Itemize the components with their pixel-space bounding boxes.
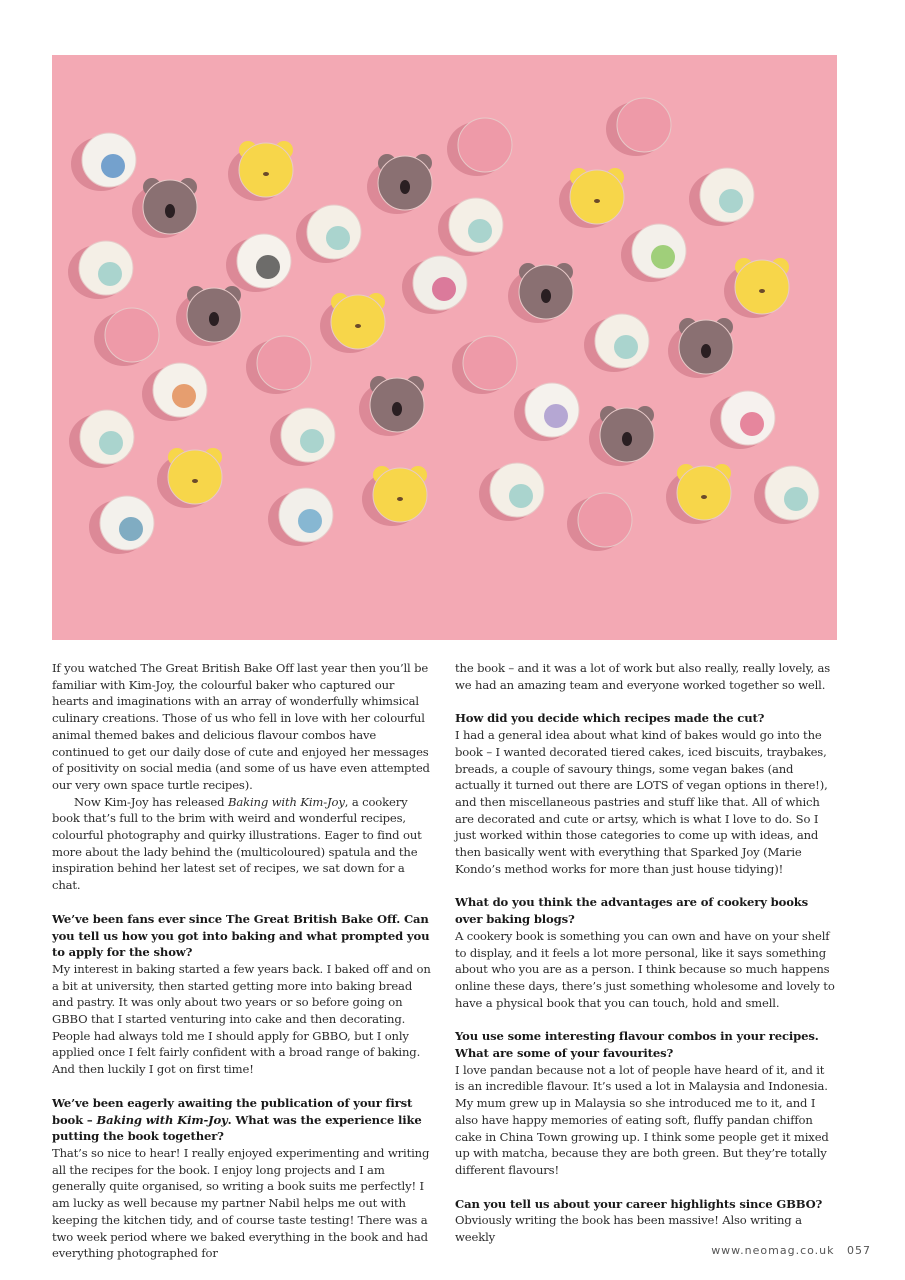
left-column bbox=[52, 660, 434, 1262]
question-2 bbox=[52, 1095, 434, 1145]
intro-paragraph-2 bbox=[52, 794, 434, 894]
question-2-book-title: Baking with Kim-Joy bbox=[96, 1112, 228, 1127]
answer-2: That’s so nice to hear! I really enjoyed experimenting and writing all the recipes for the book. I enjoy long projects and I am generally quite organised, so writing a book suits me perfectly! I am lucky as well because my partner Nabil helps me out with keeping the kitchen tidy, and of course taste testing! There was a two week period where we baked everything in the book and had everything photographed for bbox=[52, 1145, 430, 1261]
question-3: How did you decide which recipes made the cut? bbox=[455, 711, 765, 726]
question-6: Can you tell us about your career highlights since GBBO? bbox=[455, 1196, 823, 1211]
question-1: We’ve been fans ever since The Great British Bake Off. Can you tell us how you got into baking and what prompted you to apply for the show? bbox=[52, 911, 430, 960]
question-2-post: . What was the experience like putting the book together? bbox=[52, 1112, 422, 1144]
answer-6: Obviously writing the book has been massive! Also writing a weekly bbox=[455, 1213, 802, 1245]
answer-3: I had a general idea about what kind of bakes would go into the book – I wanted decorated tiered cakes, iced biscuits, traybakes, breads, a couple of savoury things, some vegan bakes (and actually it turned out there are LOTS of vegan options in there!), and then miscellaneous pastries and stuff like that. All of which are decorated and cute or artsy, which is what I love to do. So I just worked within those categories to come up with ideas, and then basically went with everything that Sparked Joy (Marie Kondo’s method works for more than just house tidying)! bbox=[455, 728, 828, 876]
answer-5: I love pandan because not a lot of people have heard of it, and it is an incredible flavour. It’s used a lot in Malaysia and Indonesia. My mum grew up in Malaysia so she introduced me to it, and I also have happy memories of eating soft, fluffy pandan chiffon cake in China Town growing up. I think some people get it mixed up with matcha, because they are both green. But they’re totally different flavours! bbox=[455, 1062, 829, 1177]
macaron-photo bbox=[52, 55, 837, 640]
page-footer bbox=[703, 1244, 871, 1257]
question-2-pre: We’ve been eagerly awaiting the publication of your first book – bbox=[52, 1095, 413, 1127]
intro-2-post: , a cookery book that’s full to the brim with weird and wonderful recipes, colourful photography and quirky illustrations. Eager to find out more about the lady behind the (multicoloured) spatula and the inspiration behind her latest set of recipes, we sat down for a chat. bbox=[52, 794, 422, 893]
question-5: You use some interesting flavour combos in your recipes. What are some of your favourites? bbox=[455, 1029, 819, 1061]
intro-paragraph-1: If you watched The Great British Bake Off last year then you’ll be familiar with Kim-Joy, the colourful baker who captured our hearts and imaginations with an array of wonderfully whimsical culinary creations. Those of us who fell in love with her colourful animal themed bakes and delicious flavour combos have continued to get our daily dose of cute and enjoyed her messages of positivity on social media (and some of us have even attempted our very own space turtle recipes). bbox=[52, 661, 430, 792]
answer-4: A cookery book is something you can own and have on your shelf to display, and it feels a lot more personal, like it says something about who you are as a person. I think because so much happens online these days, there’s just something wholesome and lovely to have a physical book that you can touch, hold and smell. bbox=[455, 928, 835, 1010]
book-title: Baking with Kim-Joy bbox=[227, 794, 345, 809]
page-number: 057 bbox=[847, 1244, 871, 1257]
answer-2-continued: the book – and it was a lot of work but also really, really lovely, as we had an amazing team and everyone worked together so well. bbox=[455, 661, 831, 692]
intro-2-pre: Now Kim-Joy has released bbox=[74, 794, 228, 809]
website-link[interactable]: www.neomag.co.uk bbox=[711, 1244, 835, 1257]
right-column bbox=[455, 660, 837, 1246]
question-4: What do you think the advantages are of cookery books over baking blogs? bbox=[455, 895, 809, 927]
macaron-photo-icon bbox=[52, 55, 837, 640]
answer-1: My interest in baking started a few years back. I baked off and on a bit at university, then started getting more into baking bread and pastry. It was only about two years or so before going on GBBO that I started venturing into cake and then decorating. People had always told me I should apply for GBBO, but I only applied once I felt fairly confident with a broad range of baking. And then luckily I got on first time! bbox=[52, 961, 431, 1077]
